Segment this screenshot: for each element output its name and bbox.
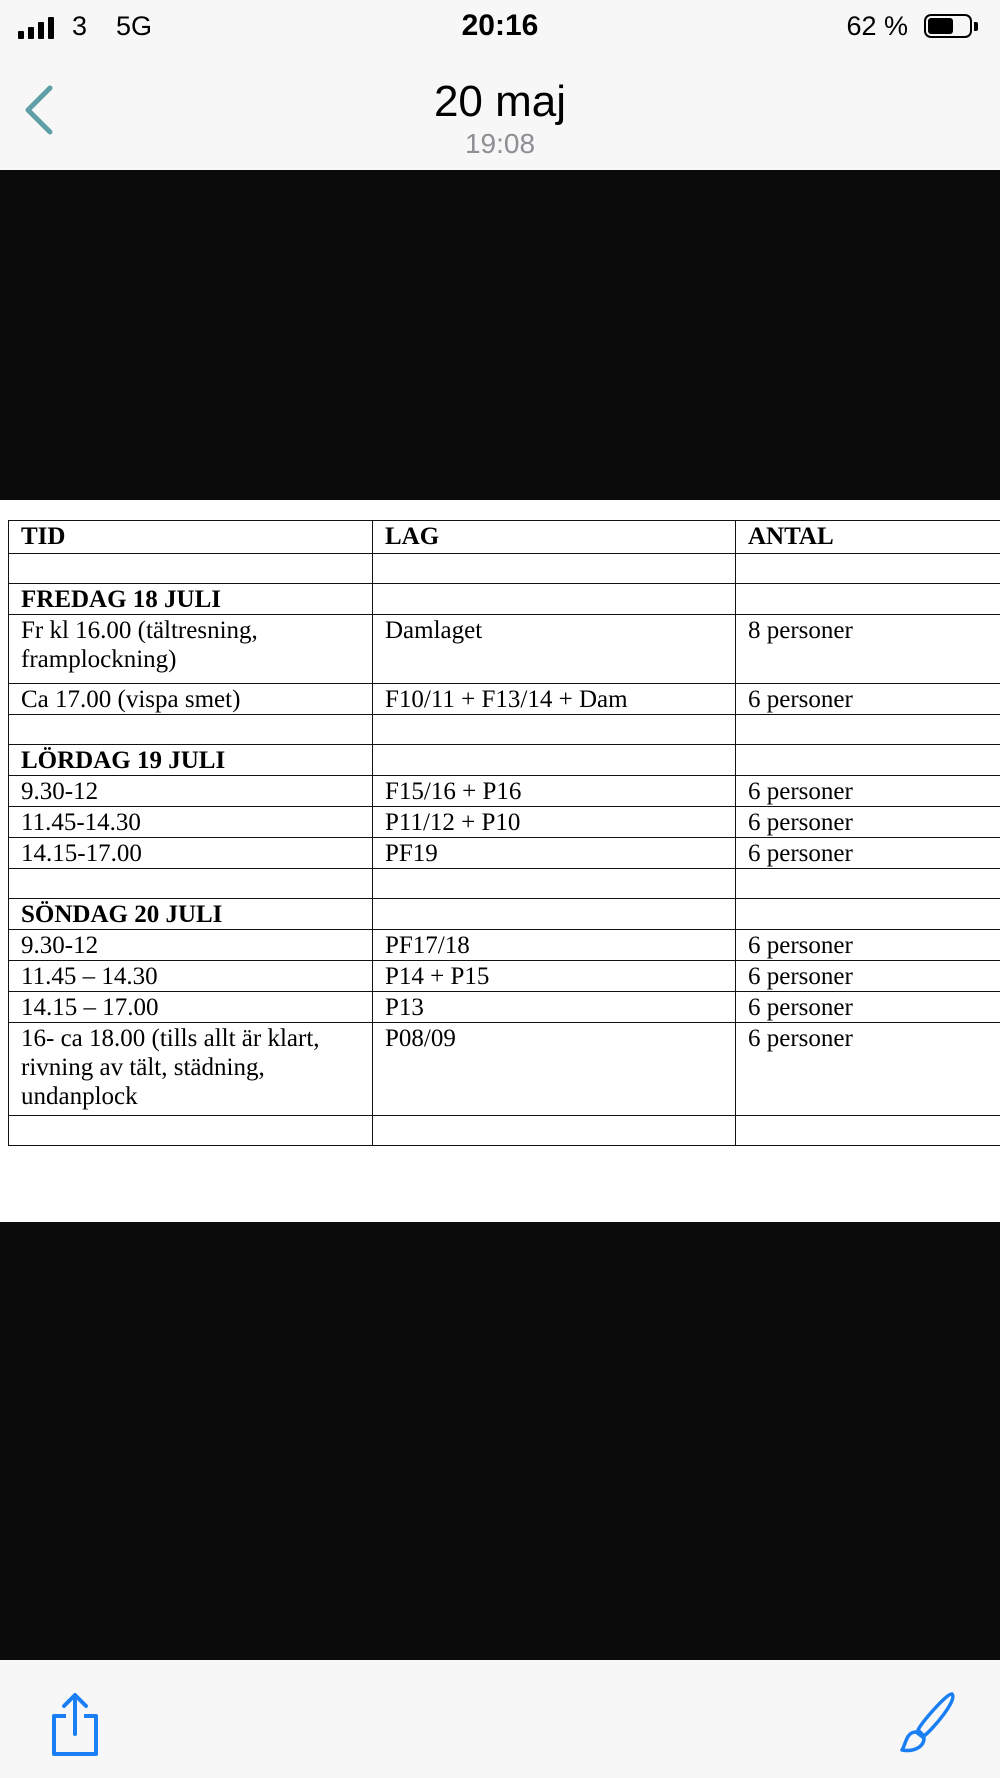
cell-antal: [736, 1116, 1000, 1146]
table-header-row: [9, 521, 1000, 554]
day-heading-row: [9, 584, 1000, 615]
cell-lag: P14 + P15: [373, 961, 736, 992]
day-heading-row: [9, 745, 1000, 776]
day-heading-row: [9, 899, 1000, 930]
cell-lag: PF19: [373, 838, 736, 869]
cell-tid: 14.15-17.00: [9, 838, 373, 869]
cell-tid: SÖNDAG 20 JULI: [9, 899, 373, 930]
cell-antal: 6 personer: [736, 961, 1000, 992]
header-lag: LAG: [373, 521, 736, 554]
cell-lag: [373, 899, 736, 930]
table-row: [9, 807, 1000, 838]
table-row: [9, 992, 1000, 1023]
table-row: [9, 684, 1000, 715]
cell-tid: 9.30-12: [9, 930, 373, 961]
image-viewer[interactable]: [0, 170, 1000, 1660]
cell-lag: F10/11 + F13/14 + Dam: [373, 684, 736, 715]
cell-lag: [373, 1116, 736, 1146]
battery-percent: 62 %: [846, 11, 908, 41]
status-bar: [0, 0, 1000, 56]
cell-lag: P13: [373, 992, 736, 1023]
cell-tid: 11.45 – 14.30: [9, 961, 373, 992]
cell-antal: 6 personer: [736, 992, 1000, 1023]
network-type: 5G: [116, 11, 153, 41]
cell-antal: 6 personer: [736, 776, 1000, 807]
carrier-name: 3: [72, 11, 88, 41]
cell-antal: 8 personer: [736, 615, 1000, 684]
cell-antal: 6 personer: [736, 684, 1000, 715]
table-row: [9, 838, 1000, 869]
markup-button[interactable]: [892, 1688, 960, 1760]
cell-lag: [373, 745, 736, 776]
cell-antal: [736, 554, 1000, 584]
table-row: [9, 1023, 1000, 1116]
cell-antal: [736, 584, 1000, 615]
cell-lag: P11/12 + P10: [373, 807, 736, 838]
cell-antal: 6 personer: [736, 807, 1000, 838]
cell-antal: 6 personer: [736, 1023, 1000, 1116]
battery-icon: [924, 14, 978, 40]
cell-tid: LÖRDAG 19 JULI: [9, 745, 373, 776]
cell-lag: [373, 715, 736, 745]
cell-tid: [9, 869, 373, 899]
cell-antal: [736, 715, 1000, 745]
table-row: [9, 776, 1000, 807]
cell-antal: [736, 869, 1000, 899]
cell-tid: Fr kl 16.00 (tältresning, framplockning): [9, 615, 373, 684]
page-title: 20 maj: [433, 77, 567, 126]
header-antal: ANTAL: [736, 521, 1000, 554]
header-tid: TID: [9, 521, 373, 554]
cell-tid: 14.15 – 17.00: [9, 992, 373, 1023]
cell-tid: FREDAG 18 JULI: [9, 584, 373, 615]
cell-tid: [9, 715, 373, 745]
cell-antal: 6 personer: [736, 838, 1000, 869]
table-row: [9, 961, 1000, 992]
cell-lag: [373, 554, 736, 584]
page-subtitle: 19:08: [464, 128, 536, 159]
empty-row: [9, 869, 1000, 899]
top-bar: [0, 0, 1000, 170]
cell-lag: P08/09: [373, 1023, 736, 1116]
bottom-toolbar: [0, 1660, 1000, 1778]
document-image: [0, 500, 1000, 1222]
cell-antal: 6 personer: [736, 930, 1000, 961]
cell-tid: Ca 17.00 (vispa smet): [9, 684, 373, 715]
schedule-table: [8, 520, 1000, 1146]
markup-brush-icon: [892, 1688, 960, 1760]
cell-tid: 16- ca 18.00 (tills allt är klart, rivning av tält, städning, undanplock: [9, 1023, 373, 1116]
empty-row: [9, 715, 1000, 745]
cell-lag: Damlaget: [373, 615, 736, 684]
cell-tid: [9, 1116, 373, 1146]
empty-row: [9, 554, 1000, 584]
cell-tid: 11.45-14.30: [9, 807, 373, 838]
cell-antal: [736, 899, 1000, 930]
cell-lag: [373, 584, 736, 615]
empty-row: [9, 1116, 1000, 1146]
share-button[interactable]: [46, 1690, 104, 1760]
cell-lag: [373, 869, 736, 899]
table-row: [9, 930, 1000, 961]
cell-lag: PF17/18: [373, 930, 736, 961]
cell-lag: F15/16 + P16: [373, 776, 736, 807]
cell-tid: [9, 554, 373, 584]
table-row: [9, 615, 1000, 684]
cell-tid: 9.30-12: [9, 776, 373, 807]
cell-antal: [736, 745, 1000, 776]
share-icon: [46, 1690, 104, 1760]
status-time: 20:16: [461, 9, 539, 42]
